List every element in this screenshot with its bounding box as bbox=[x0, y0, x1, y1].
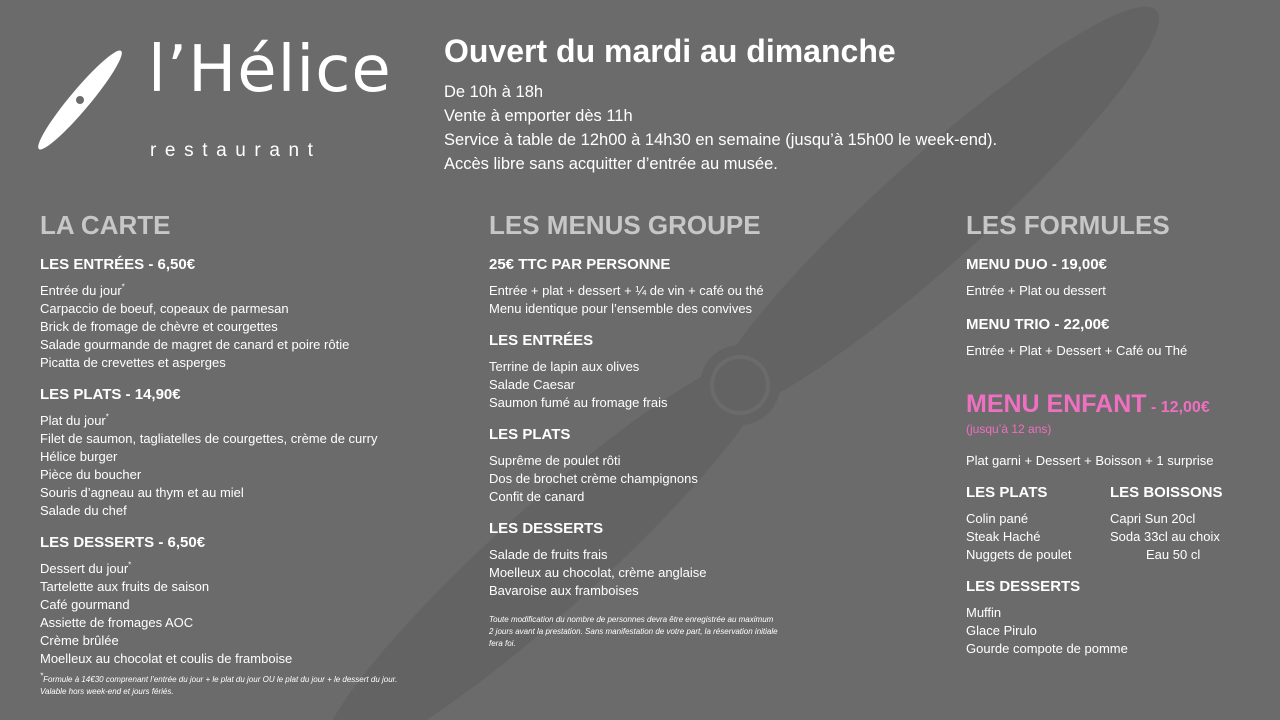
footnote-line: Formule à 14€30 comprenant l’entrée du jour + le plat du jour OU le plat du jour + le dessert du jour. bbox=[43, 675, 398, 684]
groupe-price-section bbox=[489, 256, 869, 318]
menu-item: Hélice burger bbox=[40, 449, 118, 464]
menu-enfant-desc: Plat garni + Dessert + Boisson + 1 surprise bbox=[966, 453, 1214, 468]
menu-item: Confit de canard bbox=[489, 489, 585, 504]
formules-column bbox=[966, 210, 1266, 672]
menu-item: Entrée + Plat + Dessert + Café ou Thé bbox=[966, 343, 1188, 358]
menu-item: Moelleux au chocolat et coulis de framboise bbox=[40, 651, 293, 666]
menus-groupe-column bbox=[489, 210, 869, 650]
opening-line: Service à table de 12h00 à 14h30 en semaine (jusqu’à 15h00 le week-end). bbox=[444, 131, 998, 149]
logo-name: l’Hélice bbox=[148, 33, 392, 107]
formules-title: LES FORMULES bbox=[966, 210, 1170, 240]
groupe-plats-section bbox=[489, 426, 869, 506]
menu-item: Picatta de crevettes et asperges bbox=[40, 355, 226, 370]
note-line: Toute modification du nombre de personnes devra être enregistrée au maximum bbox=[489, 615, 774, 624]
menu-item: Eau 50 cl bbox=[1146, 547, 1201, 562]
groupe-entrees-section bbox=[489, 332, 869, 412]
menu-item: Pièce du boucher bbox=[40, 467, 142, 482]
carte-footnote bbox=[40, 671, 470, 698]
menu-item: Gourde compote de pomme bbox=[966, 641, 1128, 656]
menu-item: Menu identique pour l’ensemble des convives bbox=[489, 301, 753, 316]
section-title: MENU DUO - 19,00€ bbox=[966, 256, 1107, 273]
menu-enfant-title: MENU ENFANT - 12,00€ bbox=[966, 390, 1210, 418]
menu-item: Nuggets de poulet bbox=[966, 547, 1072, 562]
section-title: LES DESSERTS bbox=[489, 520, 604, 537]
la-carte-column bbox=[40, 210, 470, 698]
section-title: LES ENTRÉES bbox=[489, 332, 594, 349]
menu-enfant-price: - 12,00€ bbox=[1146, 399, 1210, 416]
menu-item: Saumon fumé au fromage frais bbox=[489, 395, 668, 410]
opening-line: Vente à emporter dès 11h bbox=[444, 107, 633, 125]
section-title: LES ENTRÉES - 6,50€ bbox=[40, 256, 196, 273]
menu-item: Salade gourmande de magret de canard et poire rôtie bbox=[40, 337, 350, 352]
menu-item: Entrée + Plat ou dessert bbox=[966, 283, 1106, 298]
groupe-desserts-section bbox=[489, 520, 869, 600]
menu-item: Soda 33cl au choix bbox=[1110, 529, 1220, 544]
note-line: fera foi. bbox=[489, 639, 516, 648]
footnote-mark: * bbox=[105, 412, 109, 422]
menu-item: Bavaroise aux framboises bbox=[489, 583, 639, 598]
menu-item: Dessert du jour* bbox=[40, 560, 132, 576]
menu-item: Steak Haché bbox=[966, 529, 1041, 544]
menu-trio-section bbox=[966, 316, 1266, 360]
menu-item: Moelleux au chocolat, crème anglaise bbox=[489, 565, 707, 580]
menu-item: Colin pané bbox=[966, 511, 1029, 526]
menu-item: Salade Caesar bbox=[489, 377, 575, 392]
menu-item: Carpaccio de boeuf, copeaux de parmesan bbox=[40, 301, 289, 316]
enfant-plats-boissons bbox=[966, 484, 1266, 564]
opening-line: Accès libre sans acquitter d’entrée au musée. bbox=[444, 155, 778, 173]
menu-item: Entrée du jour* bbox=[40, 282, 125, 298]
opening-info bbox=[444, 32, 1264, 176]
groupe-note bbox=[489, 614, 869, 650]
carte-plats-section bbox=[40, 386, 470, 520]
menu-item: Capri Sun 20cl bbox=[1110, 511, 1196, 526]
logo-subtitle: restaurant bbox=[150, 140, 322, 161]
carte-entrees-section bbox=[40, 256, 470, 372]
menu-item: Entrée + plat + dessert + ¼ de vin + café ou thé bbox=[489, 283, 764, 298]
menus-groupe-title: LES MENUS GROUPE bbox=[489, 210, 761, 240]
menu-enfant-age: (jusqu’à 12 ans) bbox=[966, 422, 1052, 436]
section-title: LES DESSERTS bbox=[966, 578, 1081, 595]
menu-item: Brick de fromage de chèvre et courgettes bbox=[40, 319, 278, 334]
footnote-mark: * bbox=[128, 560, 132, 570]
propeller-logo-icon bbox=[30, 30, 130, 170]
menu-item: Glace Pirulo bbox=[966, 623, 1037, 638]
section-title: LES PLATS bbox=[966, 484, 1048, 501]
enfant-boissons-section bbox=[1110, 484, 1254, 564]
menu-item: Salade de fruits frais bbox=[489, 547, 608, 562]
menu-item: Assiette de fromages AOC bbox=[40, 615, 194, 630]
carte-desserts-section bbox=[40, 534, 470, 668]
la-carte-title: LA CARTE bbox=[40, 210, 171, 240]
enfant-desserts-section bbox=[966, 578, 1266, 658]
menu-item: Plat du jour* bbox=[40, 412, 109, 428]
menu-item: Suprême de poulet rôti bbox=[489, 453, 621, 468]
opening-title: Ouvert du mardi au dimanche bbox=[444, 33, 896, 69]
section-title: LES PLATS - 14,90€ bbox=[40, 386, 181, 403]
menu-item: Muffin bbox=[966, 605, 1002, 620]
restaurant-logo bbox=[30, 30, 410, 170]
menu-item: Tartelette aux fruits de saison bbox=[40, 579, 210, 594]
menu-item: Souris d’agneau au thym et au miel bbox=[40, 485, 244, 500]
section-title: LES PLATS bbox=[489, 426, 571, 443]
section-title: MENU TRIO - 22,00€ bbox=[966, 316, 1110, 333]
section-title: LES DESSERTS - 6,50€ bbox=[40, 534, 206, 551]
menu-item: Salade du chef bbox=[40, 503, 127, 518]
section-title: 25€ TTC PAR PERSONNE bbox=[489, 256, 671, 273]
footnote-mark: * bbox=[40, 671, 44, 681]
menu-duo-section bbox=[966, 256, 1266, 300]
footnote-line: Valable hors week-end et jours fériés. bbox=[40, 687, 174, 696]
menu-item: Café gourmand bbox=[40, 597, 130, 612]
menu-item: Filet de saumon, tagliatelles de courgettes, crème de curry bbox=[40, 431, 378, 446]
opening-line: De 10h à 18h bbox=[444, 83, 544, 101]
menu-item: Crème brûlée bbox=[40, 633, 119, 648]
menu-item: Terrine de lapin aux olives bbox=[489, 359, 640, 374]
enfant-plats-section bbox=[966, 484, 1110, 564]
note-line: 2 jours avant la prestation. Sans manifestation de votre part, la réservation initiale bbox=[489, 627, 778, 636]
menu-item: Dos de brochet crème champignons bbox=[489, 471, 698, 486]
section-title: LES BOISSONS bbox=[1110, 484, 1223, 501]
footnote-mark: * bbox=[121, 282, 125, 292]
